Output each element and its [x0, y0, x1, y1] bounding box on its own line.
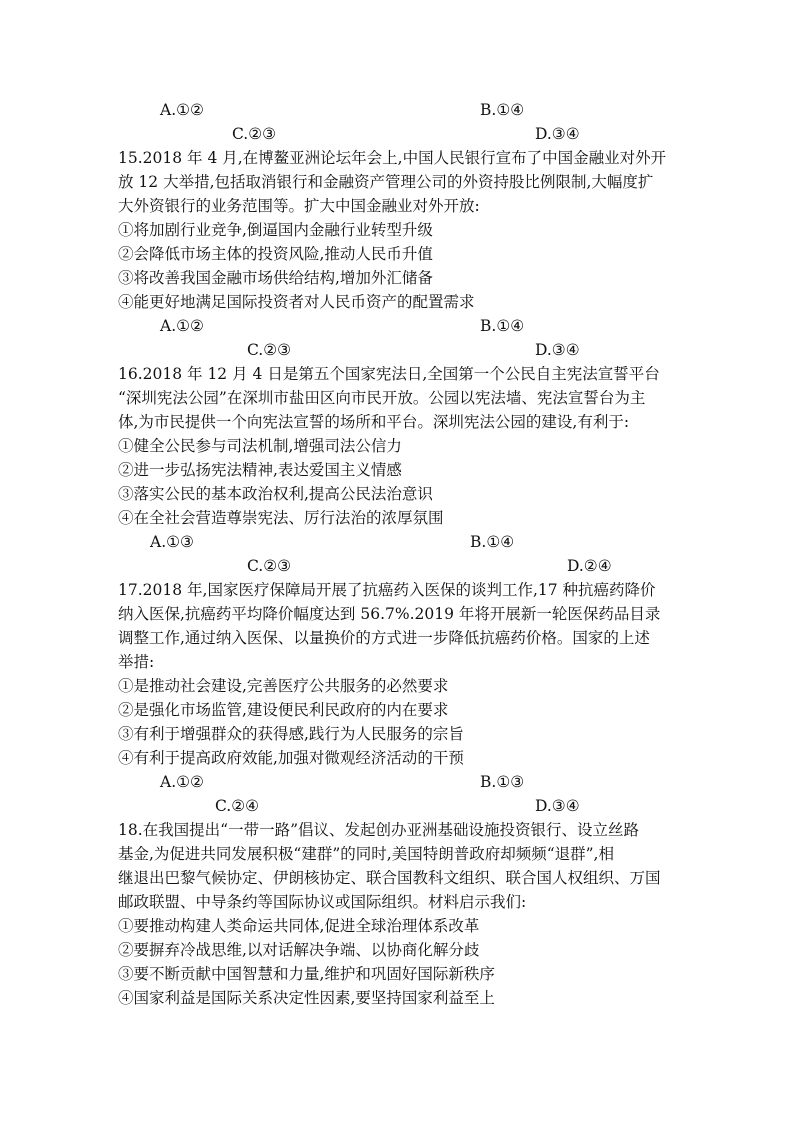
statement-item: ②会降低市场主体的投资风险,推动人民币升值 [118, 245, 433, 263]
option-a: A.①② [160, 317, 204, 335]
statement-item: ④有利于提高政府效能,加强对微观经济活动的干预 [118, 749, 464, 767]
option-b: B.①④ [480, 317, 525, 335]
question-stem-line: “深圳宪法公园”在深圳市盐田区向市民开放。公园以宪法墙、宪法宣誓台为主 [118, 389, 646, 407]
option-a: A.①② [160, 773, 204, 791]
question-stem-line: 16.2018 年 12 月 4 日是第五个国家宪法日,全国第一个公民自主宪法宣誓平台 [118, 365, 660, 383]
option-c: C.②③ [247, 557, 292, 575]
option-d: D.③④ [535, 125, 580, 143]
option-b: B.①④ [470, 533, 515, 551]
question-stem-line: 15.2018 年 4 月,在博鳌亚洲论坛年会上,中国人民银行宣布了中国金融业对外开 [118, 149, 667, 167]
statement-item: ③有利于增强群众的获得感,践行为人民服务的宗旨 [118, 725, 464, 743]
question-stem-line: 17.2018 年,国家医疗保障局开展了抗癌药入医保的谈判工作,17 种抗癌药降价 [118, 581, 656, 599]
option-a: A.①② [160, 101, 204, 119]
statement-item: ③将改善我国金融市场供给结构,增加外汇储备 [118, 269, 433, 287]
option-c: C.②④ [215, 797, 260, 815]
option-d: D.②④ [567, 557, 612, 575]
question-stem-line: 邮政联盟、中导条约等国际协议或国际组织。材料启示我们: [118, 893, 527, 911]
option-b: B.①③ [480, 773, 525, 791]
statement-item: ①健全公民参与司法机制,增强司法公信力 [118, 437, 402, 455]
question-stem-line: 纳入医保,抗癌药平均降价幅度达到 56.7%.2019 年将开展新一轮医保药品目录 [118, 605, 661, 623]
question-stem-line: 体,为市民提供一个向宪法宣誓的场所和平台。深圳宪法公园的建设,有利于: [118, 413, 630, 431]
question-stem-line: 调整工作,通过纳入医保、以量换价的方式进一步降低抗癌药价格。国家的上述 [118, 629, 650, 647]
statement-item: ①要推动构建人类命运共同体,促进全球治理体系改革 [118, 917, 480, 935]
statement-item: ①是推动社会建设,完善医疗公共服务的必然要求 [118, 677, 449, 695]
statement-item: ③落实公民的基本政治权利,提高公民法治意识 [118, 485, 433, 503]
question-stem-line: 继退出巴黎气候协定、伊朗核协定、联合国教科文组织、联合国人权组织、万国 [118, 869, 661, 887]
statement-item: ②要摒弃冷战思维,以对话解决争端、以协商化解分歧 [118, 941, 480, 959]
question-stem-line: 18.在我国提出“一带一路”倡议、发起创办亚洲基础设施投资银行、设立丝路 [118, 821, 640, 839]
option-b: B.①④ [480, 101, 525, 119]
option-a: A.①③ [150, 533, 194, 551]
statement-item: ②是强化市场监管,建设便民利民政府的内在要求 [118, 701, 449, 719]
statement-item: ④在全社会营造尊崇宪法、厉行法治的浓厚氛围 [118, 509, 444, 527]
statement-item: ④国家利益是国际关系决定性因素,要坚持国家利益至上 [118, 989, 495, 1007]
statement-item: ③要不断贡献中国智慧和力量,维护和巩固好国际新秩序 [118, 965, 495, 983]
option-d: D.③④ [535, 341, 580, 359]
option-d: D.③④ [535, 797, 580, 815]
statement-item: ①将加剧行业竞争,倒逼国内金融行业转型升级 [118, 221, 433, 239]
question-stem-line: 举措: [118, 653, 155, 671]
option-c: C.②③ [247, 341, 292, 359]
question-stem-line: 基金,为促进共同发展积极“建群”的同时,美国特朗普政府却频频“退群”,相 [118, 845, 614, 863]
question-stem-line: 放 12 大举措,包括取消银行和金融资产管理公司的外资持股比例限制,大幅度扩 [118, 173, 654, 191]
option-c: C.②③ [232, 125, 277, 143]
statement-item: ④能更好地满足国际投资者对人民币资产的配置需求 [118, 293, 475, 311]
statement-item: ②进一步弘扬宪法精神,表达爱国主义情感 [118, 461, 402, 479]
question-stem-line: 大外资银行的业务范围等。扩大中国金融业对外开放: [118, 197, 480, 215]
